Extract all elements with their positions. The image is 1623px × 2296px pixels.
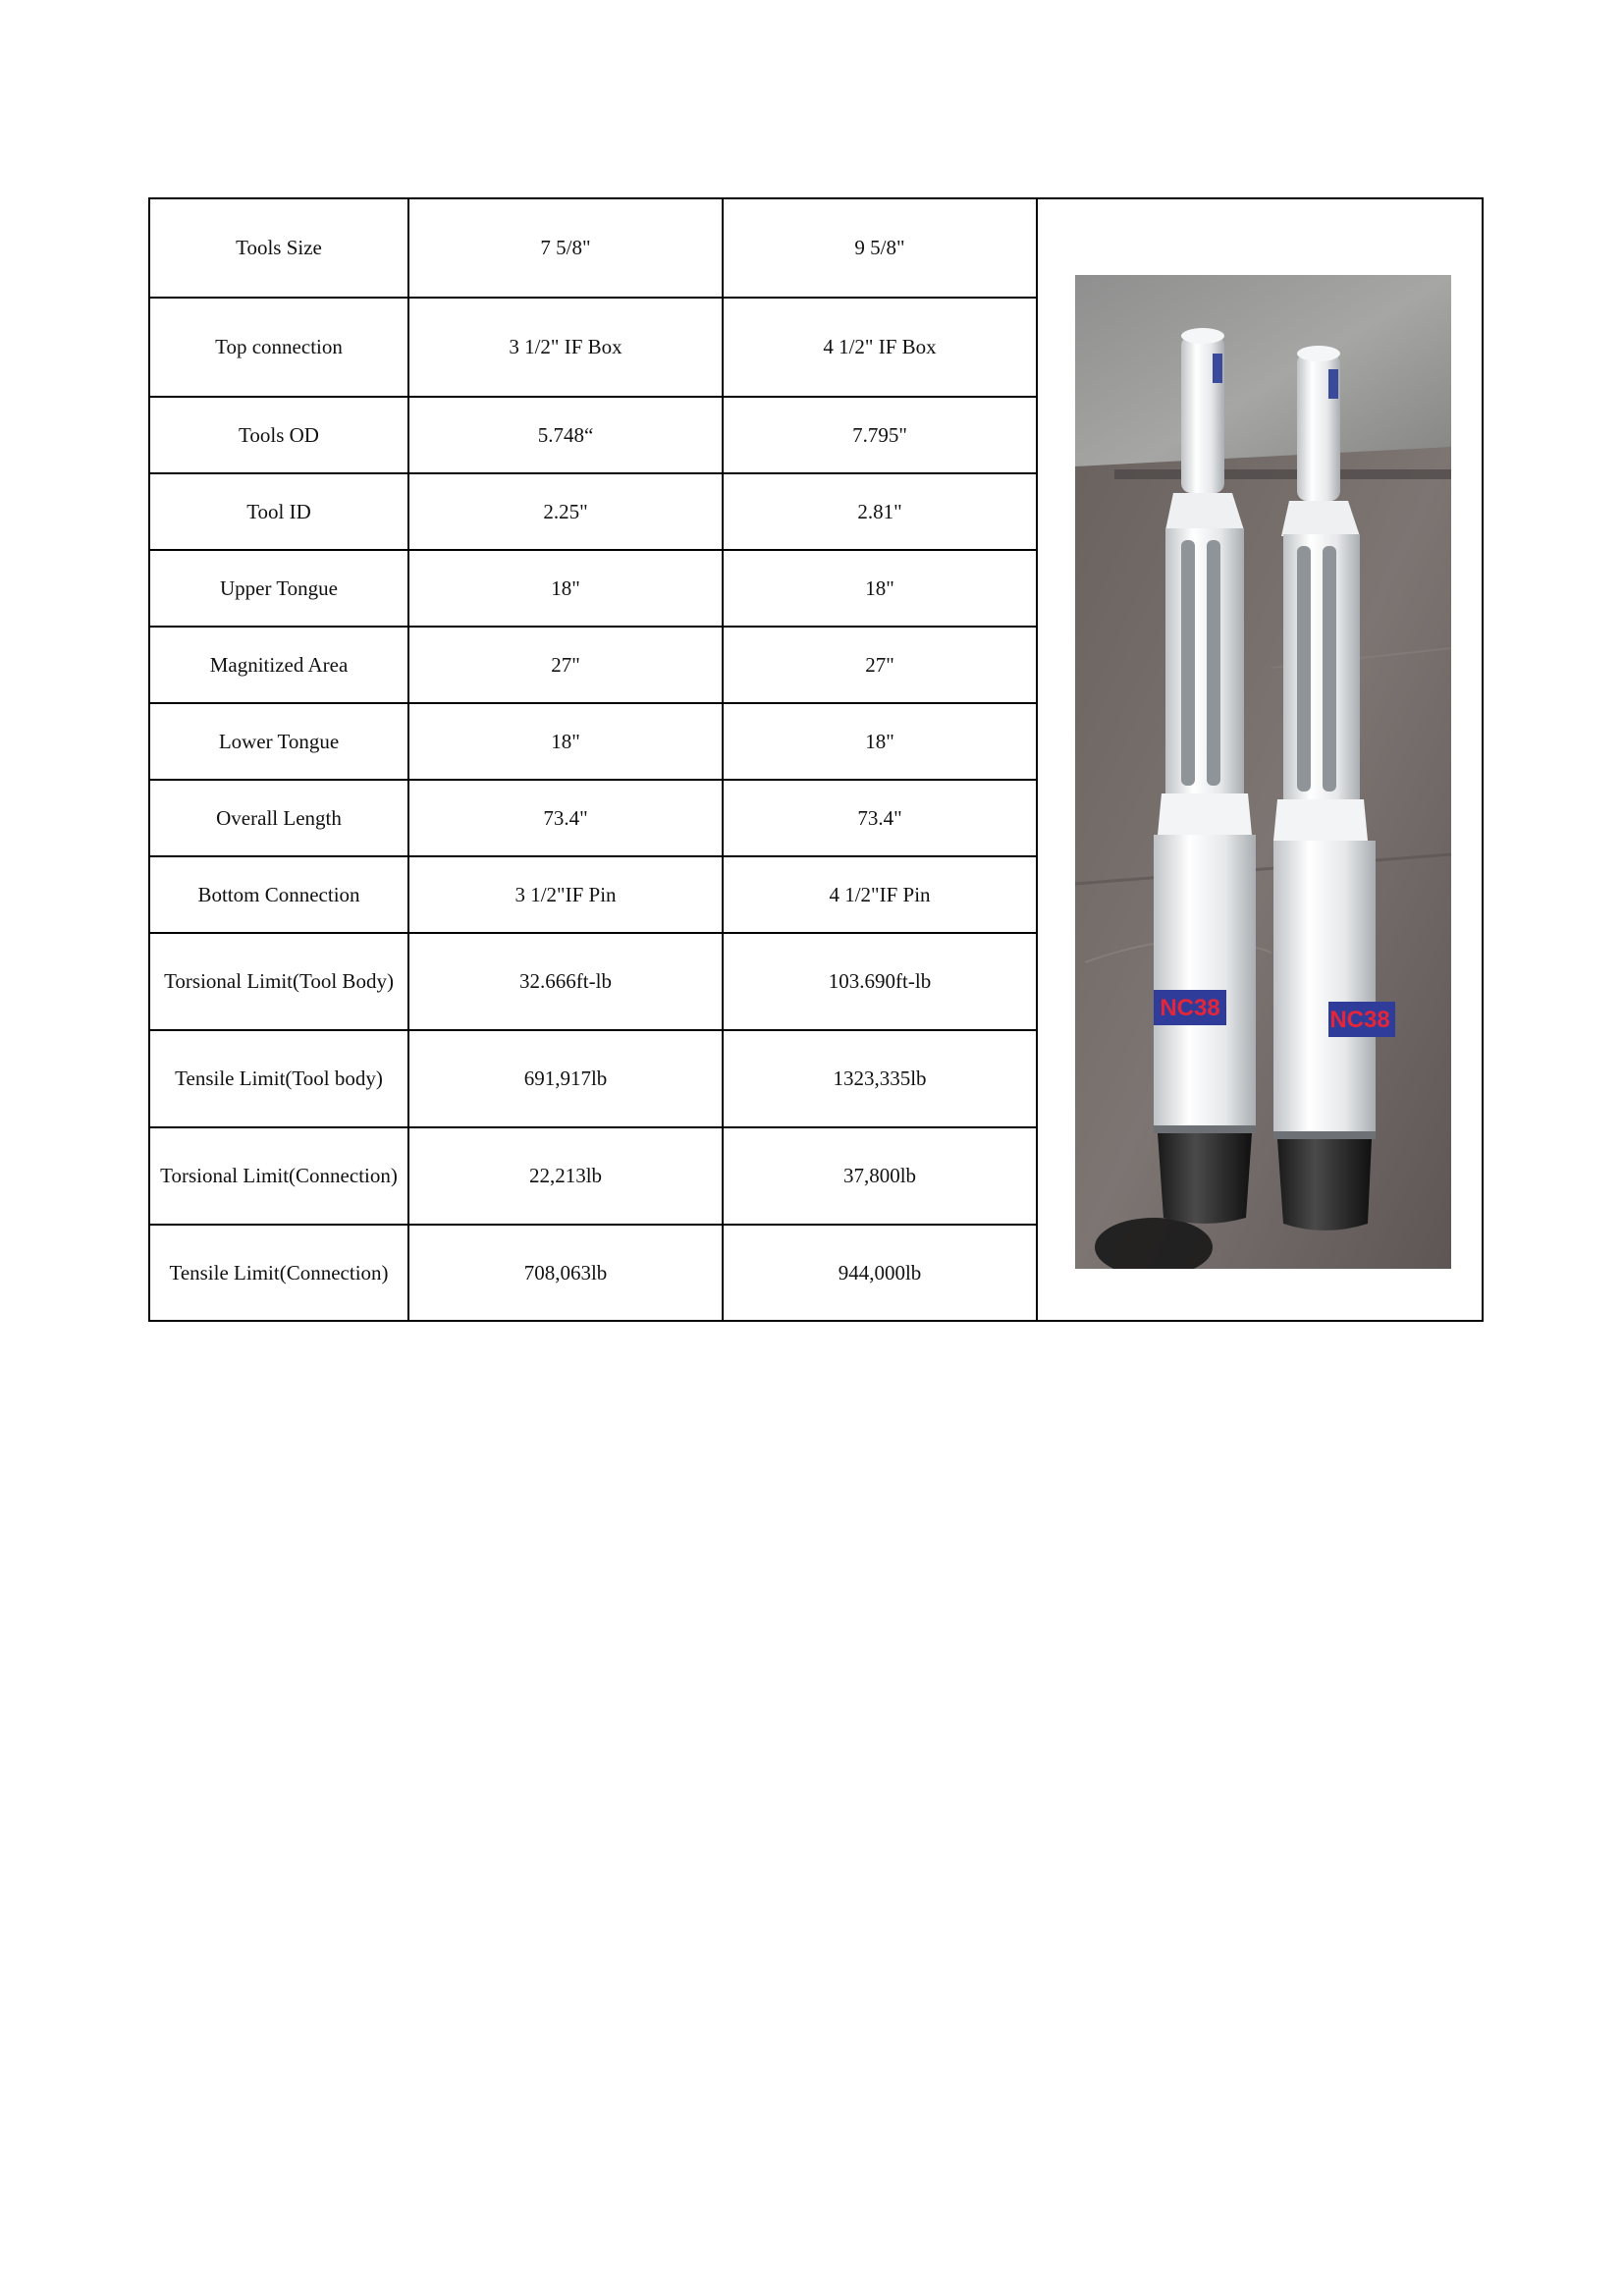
value-a: 691,917lb (408, 1030, 723, 1127)
row-label: Tools OD (149, 397, 408, 473)
value-a: 27" (408, 627, 723, 703)
value-b: 1323,335lb (723, 1030, 1037, 1127)
row-label: Top connection (149, 298, 408, 397)
row-label: Tensile Limit(Tool body) (149, 1030, 408, 1127)
value-b: 7.795" (723, 397, 1037, 473)
value-b: 9 5/8" (723, 198, 1037, 298)
value-b: 18" (723, 550, 1037, 627)
value-b: 37,800lb (723, 1127, 1037, 1225)
value-b: 4 1/2" IF Box (723, 298, 1037, 397)
tool-photo (1075, 275, 1451, 1269)
nc38-text-left: NC38 (1160, 995, 1220, 1021)
value-a: 32.666ft-lb (408, 933, 723, 1030)
value-a: 73.4" (408, 780, 723, 856)
value-b: 944,000lb (723, 1225, 1037, 1321)
value-a: 3 1/2" IF Box (408, 298, 723, 397)
value-a: 5.748“ (408, 397, 723, 473)
row-label: Lower Tongue (149, 703, 408, 780)
table-row (149, 198, 1483, 298)
value-a: 2.25" (408, 473, 723, 550)
value-b: 103.690ft-lb (723, 933, 1037, 1030)
value-a: 7 5/8" (408, 198, 723, 298)
value-b: 27" (723, 627, 1037, 703)
row-label: Overall Length (149, 780, 408, 856)
row-label: Tool ID (149, 473, 408, 550)
value-a: 18" (408, 550, 723, 627)
nc38-text-right: NC38 (1329, 1007, 1390, 1033)
row-label: Bottom Connection (149, 856, 408, 933)
row-label: Magnitized Area (149, 627, 408, 703)
row-label: Tools Size (149, 198, 408, 298)
value-a: 18" (408, 703, 723, 780)
row-label: Upper Tongue (149, 550, 408, 627)
value-b: 4 1/2"IF Pin (723, 856, 1037, 933)
value-b: 73.4" (723, 780, 1037, 856)
value-a: 22,213lb (408, 1127, 723, 1225)
value-b: 18" (723, 703, 1037, 780)
value-a: 708,063lb (408, 1225, 723, 1321)
spec-table (148, 197, 1484, 1322)
row-label: Torsional Limit(Connection) (149, 1127, 408, 1225)
value-a: 3 1/2"IF Pin (408, 856, 723, 933)
photo-cell (1037, 198, 1483, 1321)
row-label: Tensile Limit(Connection) (149, 1225, 408, 1321)
value-b: 2.81" (723, 473, 1037, 550)
row-label: Torsional Limit(Tool Body) (149, 933, 408, 1030)
